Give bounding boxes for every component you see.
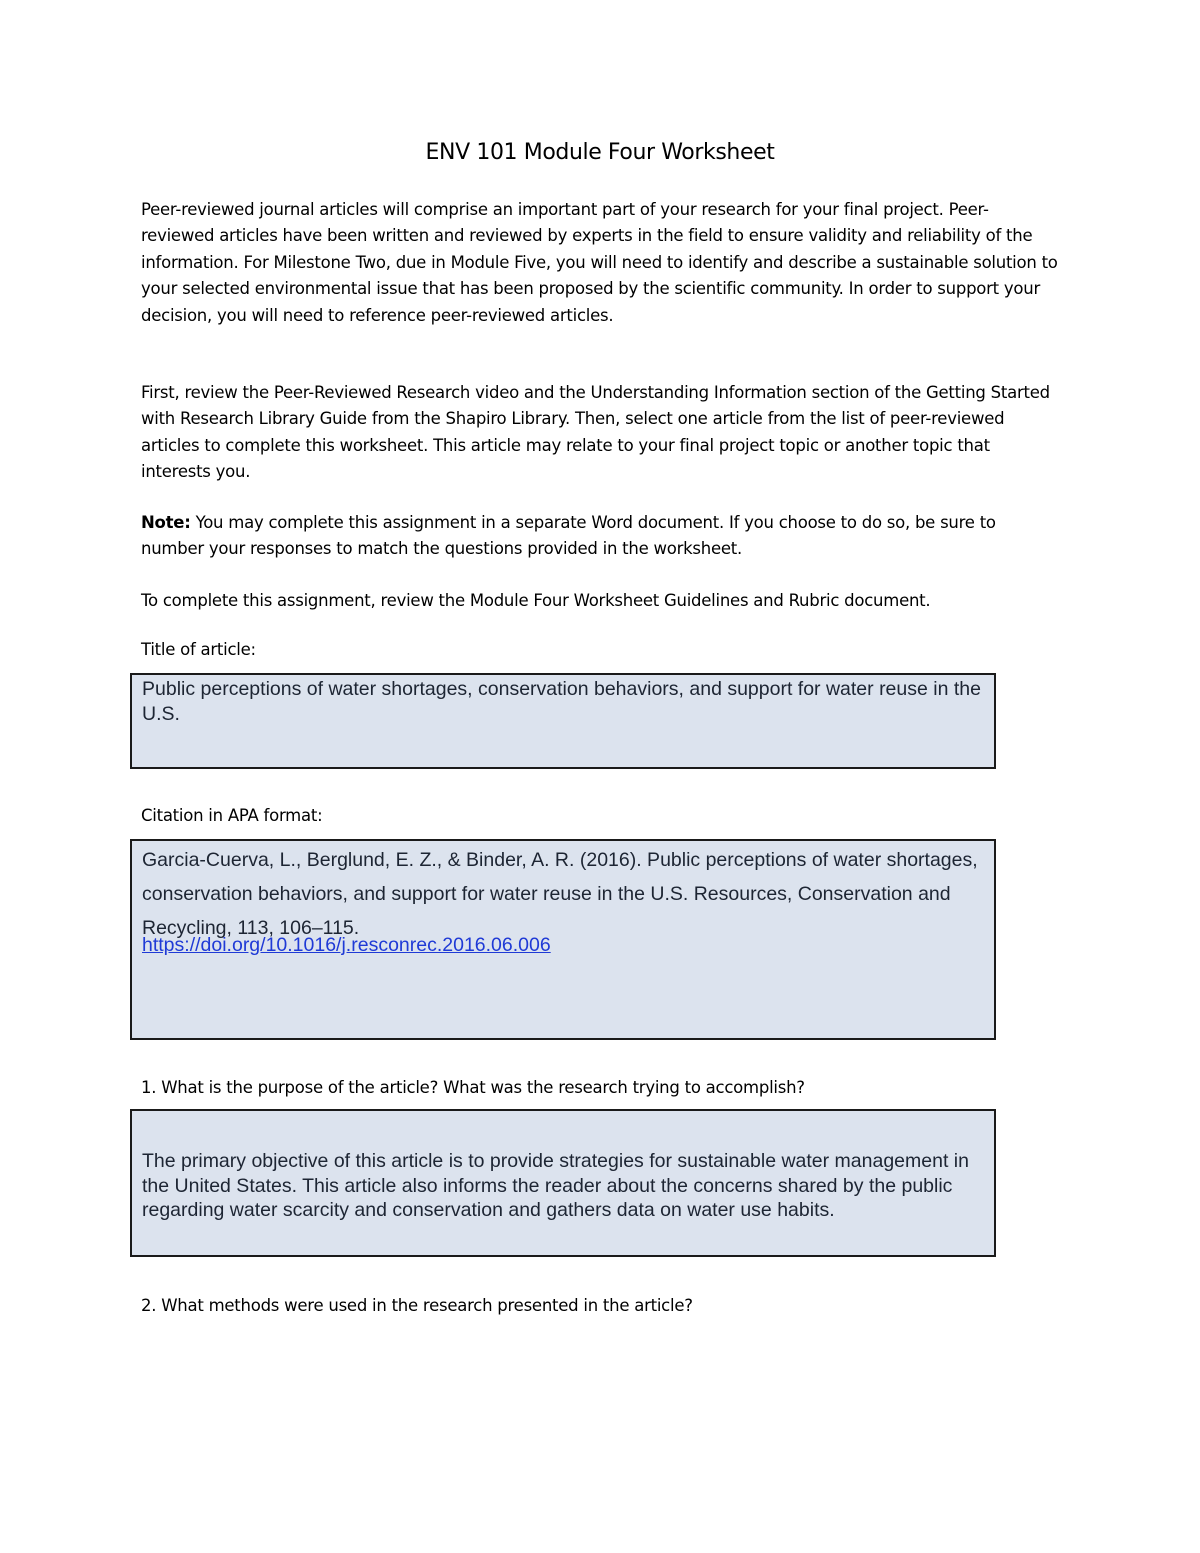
question-2-label: 2. What methods were used in the research presented in the article? — [141, 1296, 693, 1315]
title-of-article-value: Public perceptions of water shortages, conservation behaviors, and support for water reuse in the U.S. — [142, 678, 981, 725]
rubric-instruction: To complete this assignment, review the Module Four Worksheet Guidelines and Rubric document. — [141, 591, 931, 610]
title-of-article-label: Title of article: — [141, 640, 256, 659]
note-text: You may complete this assignment in a separate Word document. If you choose to do so, be sure to number your responses to match the questions provided in the worksheet. — [141, 513, 996, 559]
question-1-label: 1. What is the purpose of the article? What was the research trying to accomplish? — [141, 1078, 805, 1097]
citation-doi-link[interactable]: https://doi.org/10.1016/j.resconrec.2016.06.006 — [142, 934, 551, 956]
title-of-article-field[interactable] — [130, 673, 996, 769]
citation-label: Citation in APA format: — [141, 806, 323, 825]
page-title: ENV 101 Module Four Worksheet — [425, 140, 775, 165]
intro-paragraph: Peer-reviewed journal articles will comprise an important part of your research for your final project. Peer-reviewed articles have been written and reviewed by experts in the field to ensure validity and reliability of the information. For Milestone Two, due in Module Five, you will need to identify and describe a sustainable solution to your selected environmental issue that has been proposed by the scientific community. In order to support your decision, you will need to reference peer-reviewed articles. — [141, 200, 1058, 325]
instructions-paragraph: First, review the Peer-Reviewed Research video and the Understanding Information section of the Getting Started with Research Library Guide from the Shapiro Library. Then, select one article from the list of peer-reviewed articles to complete this worksheet. This article may relate to your final project topic or another topic that interests you. — [141, 383, 1050, 482]
citation-field[interactable] — [130, 839, 996, 1040]
note-paragraph — [141, 510, 1061, 563]
citation-value: Garcia-Cuerva, L., Berglund, E. Z., & Binder, A. R. (2016). Public perceptions of water shortages, conservation behaviors, and support for water reuse in the U.S. Resources, Conservation and Recycling, 113, 106–115. — [142, 849, 978, 939]
question-1-answer: The primary objective of this article is to provide strategies for sustainable water management in the United States. This article also informs the reader about the concerns shared by the public regarding water scarcity and conservation and gathers data on water use habits. — [142, 1150, 969, 1221]
question-1-answer-field[interactable] — [130, 1109, 996, 1257]
note-label: Note: — [141, 513, 191, 532]
